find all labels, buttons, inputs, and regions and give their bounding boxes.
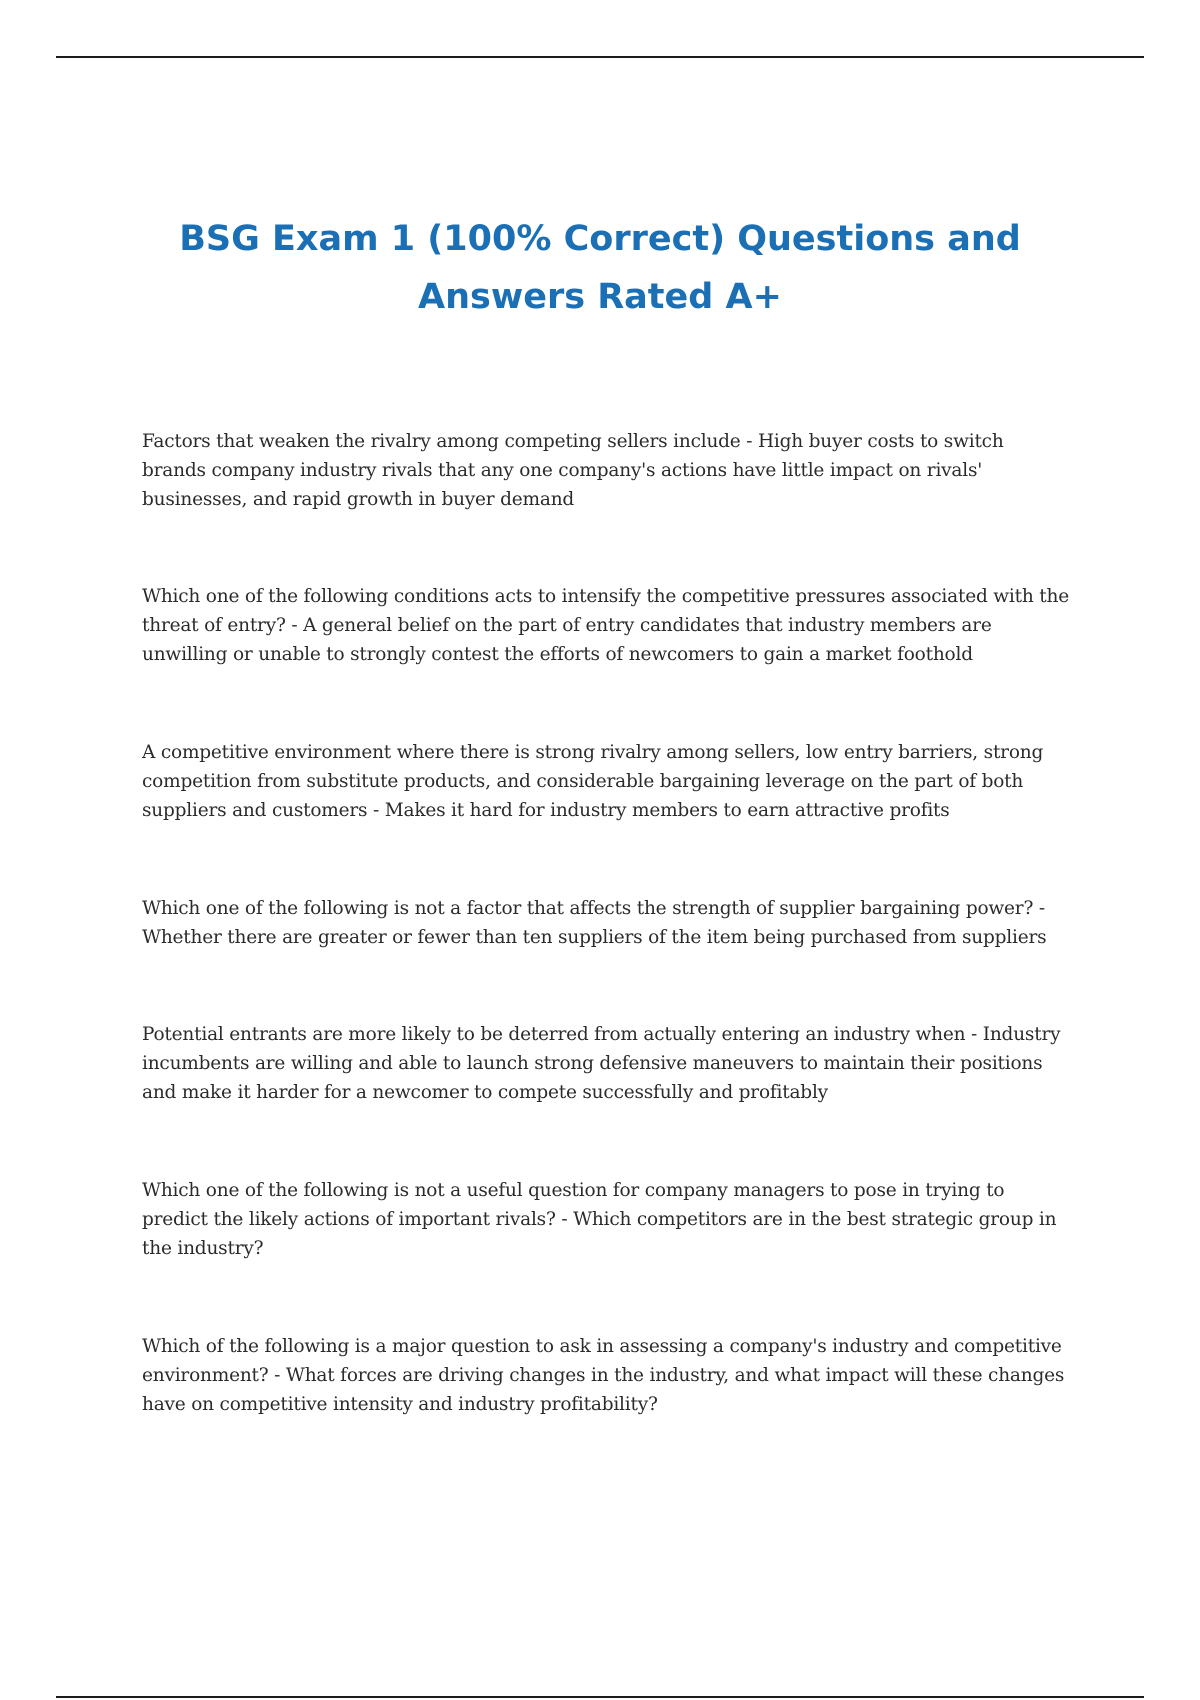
title-line-2: Answers Rated A+	[418, 277, 782, 317]
qa-item: A competitive environment where there is strong rivalry among sellers, low entry barriers, strong competition from substitute products, and considerable bargaining leverage on the part of both suppliers and customers - Makes it hard for industry members to earn attractive profits	[142, 742, 1044, 821]
qa-item: Which of the following is a major question to ask in assessing a company's industry and competitive environment? - What forces are driving changes in the industry, and what impact will these changes have on competitive intensity and industry profitability?	[142, 1336, 1065, 1415]
bottom-rule	[56, 1696, 1144, 1698]
qa-item: Which one of the following is not a factor that affects the strength of supplier bargaining power? - Whether there are greater or fewer than ten suppliers of the item being purchased from suppliers	[142, 898, 1047, 948]
title-line-1: BSG Exam 1 (100% Correct) Questions and	[179, 219, 1021, 259]
qa-item: Which one of the following is not a useful question for company managers to pose in trying to predict the likely actions of important rivals? - Which competitors are in the best strategic group in the industry?	[142, 1180, 1057, 1259]
qa-item: Factors that weaken the rivalry among competing sellers include - High buyer costs to switch brands company industry rivals that any one company's actions have little impact on rivals' businesses, and rapid growth in buyer demand	[142, 431, 1004, 510]
qa-item: Potential entrants are more likely to be deterred from actually entering an industry when - Industry incumbents are willing and able to launch strong defensive maneuvers to maintain their positions and make it harder for a newcomer to compete successfully and profitably	[142, 1024, 1061, 1103]
document-title	[150, 210, 1050, 326]
qa-item: Which one of the following conditions acts to intensify the competitive pressures associated with the threat of entry? - A general belief on the part of entry candidates that industry members are unwilling or unable to strongly contest the efforts of newcomers to gain a market foothold	[142, 586, 1069, 665]
top-rule	[56, 56, 1144, 58]
